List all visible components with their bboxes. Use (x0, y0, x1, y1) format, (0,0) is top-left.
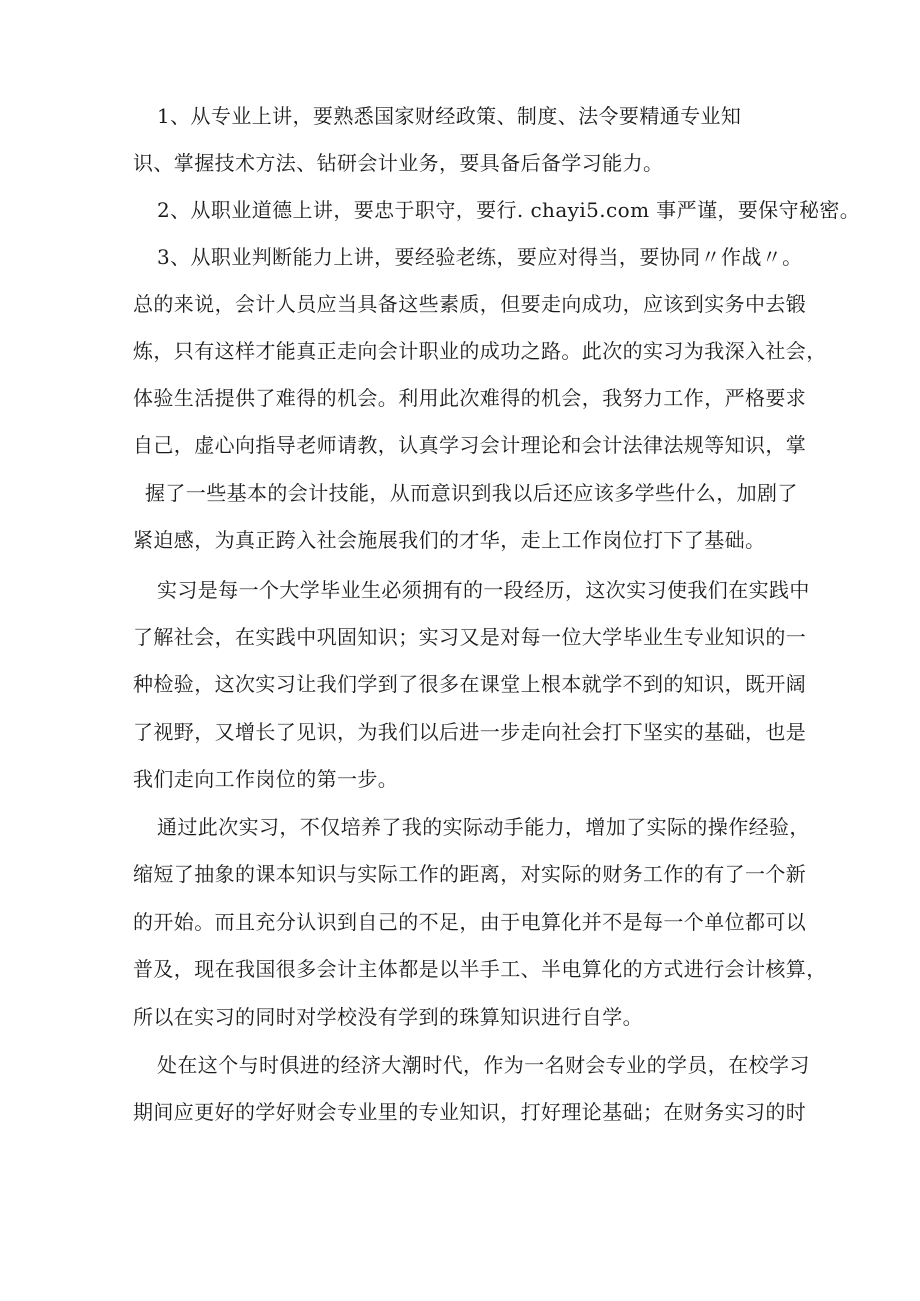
text-line-1: 1、从专业上讲，要熟悉国家财经政策、制度、法令要精通专业知 (157, 104, 742, 128)
text-line-8: 自己，虚心向指导老师请教，认真学习会计理论和会计法律法规等知识，掌 (133, 433, 807, 457)
text-line-2: 识、掌握技术方法、钻研会计业务，要具备后备学习能力。 (133, 151, 664, 175)
text-line-7: 体验生活提供了难得的机会。利用此次难得的机会，我努力工作，严格要求 (133, 386, 807, 410)
text-line-22: 期间应更好的学好财会专业里的专业知识，打好理论基础；在财务实习的时 (133, 1100, 807, 1124)
text-line-15: 我们走向工作岗位的第一步。 (133, 767, 399, 791)
text-line-9: 握了一些基本的会计技能，从而意识到我以后还应该多学些什么，加剧了 (145, 481, 798, 505)
text-line-10: 紧迫感，为真正跨入社会施展我们的才华，走上工作岗位打下了基础。 (133, 528, 766, 552)
text-line-11: 实习是每一个大学毕业生必须拥有的一段经历，这次实习使我们在实践中 (157, 578, 810, 602)
text-line-16: 通过此次实习，不仅培养了我的实际动手能力，增加了实际的操作经验， (157, 815, 810, 839)
text-line-19: 普及，现在我国很多会计主体都是以半手工、半电算化的方式进行会计核算， (133, 957, 827, 981)
text-line-20: 所以在实习的同时对学校没有学到的珠算知识进行自学。 (133, 1005, 643, 1029)
text-line-5: 总的来说，会计人员应当具备这些素质，但要走向成功，应该到实务中去锻 (133, 292, 807, 316)
text-line-18: 的开始。而且充分认识到自己的不足，由于电算化并不是每一个单位都可以 (133, 910, 807, 934)
text-line-21: 处在这个与时俱进的经济大潮时代，作为一名财会专业的学员，在校学习 (157, 1053, 810, 1077)
text-line-14: 了视野，又增长了见识，为我们以后进一步走向社会打下坚实的基础，也是 (133, 720, 807, 744)
text-line-17: 缩短了抽象的课本知识与实际工作的距离，对实际的财务工作的有了一个新 (133, 862, 807, 886)
text-line-12: 了解社会，在实践中巩固知识；实习又是对每一位大学毕业生专业知识的一 (133, 625, 807, 649)
text-line-6: 炼，只有这样才能真正走向会计职业的成功之路。此次的实习为我深入社会， (133, 339, 827, 363)
text-line-4: 3、从职业判断能力上讲，要经验老练，要应对得当，要协同〃作战〃。 (157, 245, 803, 269)
text-line-3: 2、从职业道德上讲，要忠于职守，要行. chayi5.com 事严谨，要保守秘密。 (157, 198, 861, 222)
text-line-13: 种检验，这次实习让我们学到了很多在课堂上根本就学不到的知识，既开阔 (133, 672, 807, 696)
